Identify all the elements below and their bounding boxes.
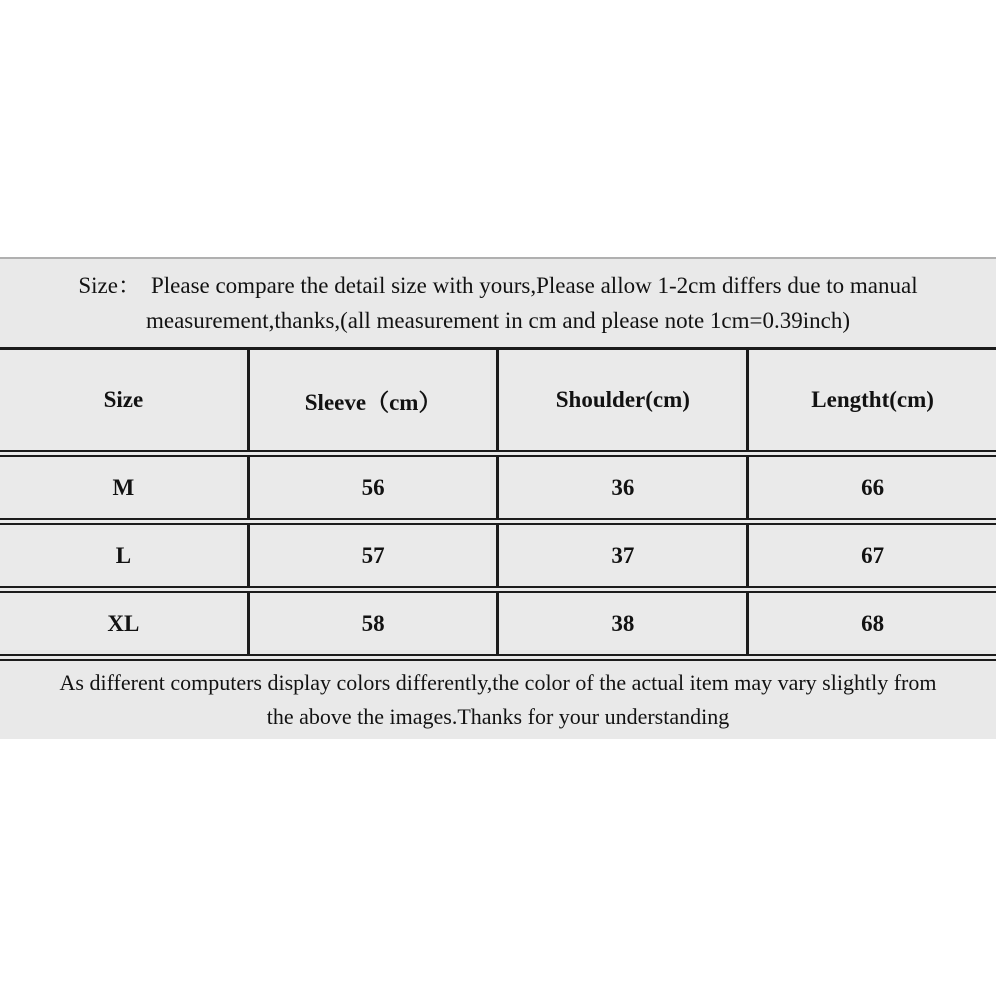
column-header-shoulder: Shoulder(cm) [498,349,748,454]
color-disclaimer-line-1: As different computers display colors differently,the color of the actual item may vary slightly from [59,670,937,695]
size-row-m [0,454,996,522]
length-cell: 67 [748,522,996,590]
color-disclaimer-notice [0,661,996,739]
column-header-sleeve: Sleeve（cm） [248,349,498,454]
measurement-notice-line-2: measurement,thanks,(all measurement in cm and please note 1cm=0.39inch) [145,308,850,333]
size-cell: XL [0,590,248,658]
size-cell: M [0,454,248,522]
sleeve-cell: 58 [248,590,498,658]
sleeve-cell: 56 [248,454,498,522]
sleeve-cell: 57 [248,522,498,590]
shoulder-cell: 37 [498,522,748,590]
measurement-notice [0,257,996,347]
size-cell: L [0,522,248,590]
color-disclaimer-line-2: the above the images.Thanks for your understanding [266,704,730,729]
shoulder-cell: 36 [498,454,748,522]
column-header-length: Lengtht(cm) [748,349,996,454]
length-cell: 66 [748,454,996,522]
measurement-notice-text-1: Please compare the detail size with yours,Please allow 1-2cm differs due to manual [150,273,918,298]
measurement-notice-line-1 [0,268,996,303]
size-table-header-row [0,349,996,454]
shoulder-cell: 38 [498,590,748,658]
size-chart-panel [0,257,996,739]
column-header-size: Size [0,349,248,454]
size-row-l [0,522,996,590]
size-label: Size： [78,273,141,298]
size-table [0,347,996,661]
length-cell: 68 [748,590,996,658]
size-row-xl [0,590,996,658]
